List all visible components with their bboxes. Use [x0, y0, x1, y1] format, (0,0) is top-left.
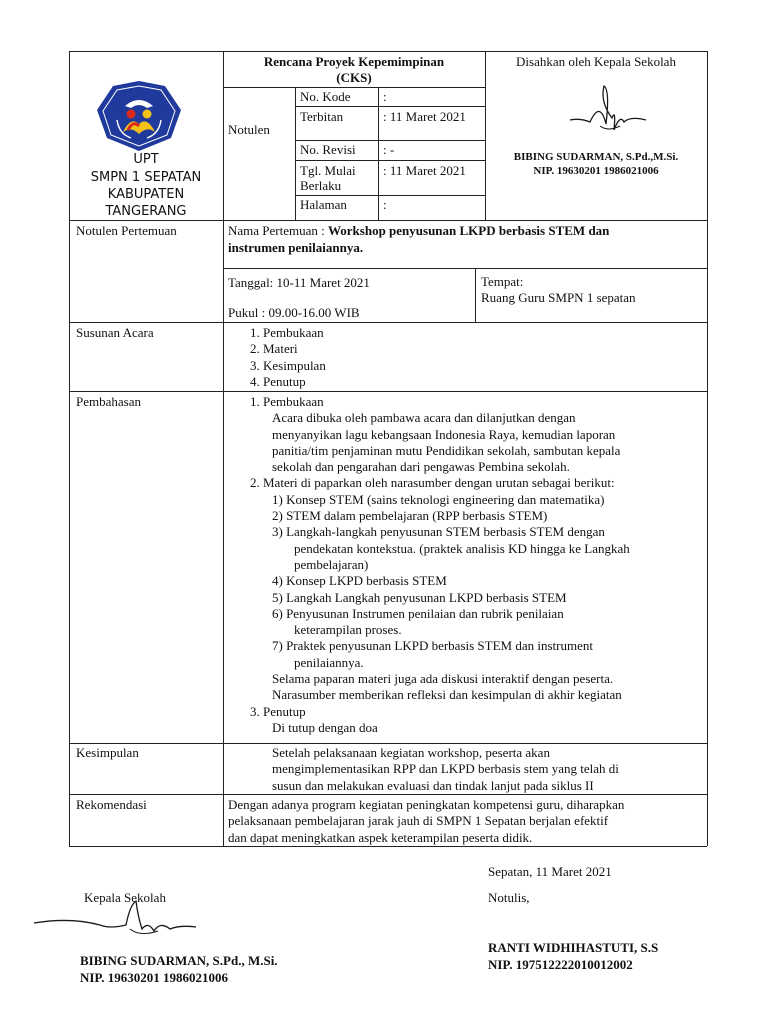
list-item: Di tutup dengan doa — [272, 719, 378, 735]
meta-value: : 11 Maret 2021 — [383, 163, 466, 178]
list-item: 2. Materi — [250, 341, 298, 357]
list-item: menyanyikan lagu kebangsaan Indonesia Raya, kemudian laporan — [272, 426, 616, 442]
approval-name: BIBING SUDARMAN, S.Pd.,M.Si. — [513, 151, 679, 163]
meta-value: : — [383, 197, 387, 212]
text-line: Setelah pelaksanaan kegiatan workshop, peserta akan — [272, 745, 550, 760]
list-item: Narasumber memberikan refleksi dan kesimpulan di akhir kegiatan — [272, 687, 622, 703]
right-signatory-nip: NIP. 197512222010012002 — [488, 957, 633, 972]
susunan-acara-list — [250, 325, 326, 390]
meta-label: Terbitan — [300, 109, 344, 124]
meta-value: : 11 Maret 2021 — [383, 109, 466, 124]
row-label-susunan-acara: Susunan Acara — [76, 325, 154, 340]
tempat-value: Ruang Guru SMPN 1 sepatan — [481, 290, 636, 305]
meta-label: No. Kode — [300, 89, 351, 104]
list-item: penilaiannya. — [294, 654, 364, 670]
school-name-line: SMPN 1 SEPATAN — [90, 170, 202, 185]
list-item: 7) Praktek penyusunan LKPD berbasis STEM dan instrument — [272, 638, 593, 654]
list-item: 1. Pembukaan — [250, 394, 324, 409]
row-label-kesimpulan: Kesimpulan — [76, 745, 139, 760]
place-date: Sepatan, 11 Maret 2021 — [488, 864, 612, 879]
meta-value: : — [383, 89, 387, 104]
approval-title: Disahkan oleh Kepala Sekolah — [516, 54, 676, 69]
nama-pertemuan-prefix: Nama Pertemuan : — [228, 223, 328, 238]
list-item: 2) STEM dalam pembelajaran (RPP berbasis STEM) — [272, 508, 548, 524]
rekomendasi-text — [228, 797, 624, 846]
school-name-line: UPT — [133, 152, 159, 167]
tempat-label: Tempat: — [481, 274, 524, 289]
list-item: panitia/tim penjaminan mutu Pendidikan sekolah, sambutan kepala — [272, 442, 621, 458]
list-item: 4. Penutup — [250, 373, 306, 389]
left-signatory-nip: NIP. 19630201 1986021006 — [80, 970, 228, 985]
school-emblem-icon — [95, 80, 183, 152]
left-signatory-title: Kepala Sekolah — [84, 890, 166, 905]
list-item: 5) Langkah Langkah penyusunan LKPD berbasis STEM — [272, 589, 567, 605]
list-item: 4) Konsep LKPD berbasis STEM — [272, 573, 447, 589]
meta-value: : - — [383, 142, 395, 157]
meta-label: No. Revisi — [300, 142, 356, 157]
approval-signature — [560, 80, 650, 150]
list-item: Acara dibuka oleh pambawa acara dan dilanjutkan dengan — [272, 410, 576, 426]
row-label-notulen-pertemuan: Notulen Pertemuan — [76, 223, 177, 238]
document-title-sub: (CKS) — [336, 70, 372, 85]
nama-pertemuan-title-cont: instrumen penilaiannya. — [228, 240, 364, 255]
left-signatory-name: BIBING SUDARMAN, S.Pd., M.Si. — [80, 953, 278, 968]
right-signatory-title: Notulis, — [488, 890, 530, 905]
list-item: keterampilan proses. — [294, 622, 402, 638]
document-title: Rencana Proyek Kepemimpinan — [263, 54, 445, 69]
row-label-rekomendasi: Rekomendasi — [76, 797, 147, 812]
pembahasan-list — [250, 394, 630, 736]
list-item: pembelajaran) — [294, 556, 369, 572]
pukul: Pukul : 09.00-16.00 WIB — [228, 305, 360, 320]
right-signatory-name: RANTI WIDHIHASTUTI, S.S — [488, 940, 659, 955]
left-signature — [30, 895, 200, 955]
list-item: sekolah dan pengarahan dari pengawas Pembina sekolah. — [272, 459, 570, 475]
list-item: 3. Kesimpulan — [250, 357, 326, 373]
meta-label: Halaman — [300, 197, 347, 212]
list-item: 1) Konsep STEM (sains teknologi engineering dan matematika) — [272, 491, 605, 507]
list-item: 3) Langkah-langkah penyusunan STEM berbasis STEM dengan — [272, 524, 605, 540]
text-line: susun dan melakukan evaluasi dan tindak lanjut pada siklus II — [272, 777, 594, 793]
list-item: pendekatan kontekstua. (praktek analisis KD hingga ke Langkah — [294, 540, 630, 556]
text-line: mengimplementasikan RPP dan LKPD berbasis stem yang telah di — [272, 761, 619, 777]
meta-label: Tgl. Mulai Berlaku — [300, 163, 356, 193]
school-name-line: KABUPATEN — [107, 187, 185, 202]
tanggal: Tanggal: 10-11 Maret 2021 — [228, 275, 370, 290]
nama-pertemuan-title: Workshop penyusunan LKPD berbasis STEM dan — [328, 223, 610, 238]
text-line: dan dapat meningkatkan aspek keterampilan peserta didik. — [228, 829, 533, 845]
approval-nip: NIP. 19630201 1986021006 — [533, 165, 659, 177]
list-item: 1. Pembukaan — [250, 325, 324, 340]
notulen-label: Notulen — [228, 122, 270, 137]
kesimpulan-text — [272, 745, 619, 794]
list-item: 6) Penyusunan Instrumen penilaian dan rubrik penilaian — [272, 605, 564, 621]
school-name-line: TANGERANG — [105, 204, 187, 219]
list-item: Selama paparan materi juga ada diskusi interaktif dengan peserta. — [272, 671, 614, 687]
list-item: 3. Penutup — [250, 703, 306, 719]
nama-pertemuan — [228, 222, 702, 256]
text-line: pelaksanaan pembelajaran jarak jauh di SMPN 1 Sepatan berjalan efektif — [228, 813, 609, 829]
list-item: 2. Materi di paparkan oleh narasumber dengan urutan sebagai berikut: — [250, 475, 615, 491]
text-line: Dengan adanya program kegiatan peningkatan kompetensi guru, diharapkan — [228, 797, 625, 812]
row-label-pembahasan: Pembahasan — [76, 394, 141, 409]
